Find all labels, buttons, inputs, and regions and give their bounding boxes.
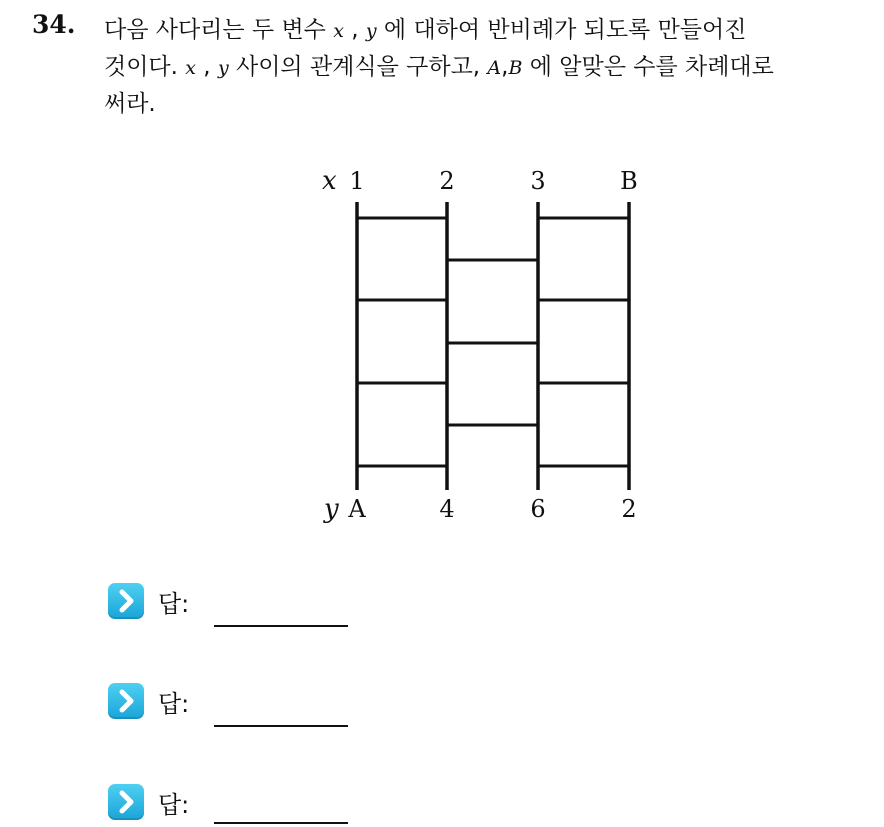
question-text-segment: , [501,54,509,80]
ladder-rails [357,202,629,490]
ladder-rungs [357,218,629,466]
answer-label: 답: [158,690,190,718]
chevron-right-icon [108,683,144,719]
question-text-segment: 에 대하여 반비례가 되도록 만들어진 [376,17,747,43]
question-text-segment: , [343,17,366,43]
question-text-segment: , [196,54,218,80]
top-label: 3 [530,167,546,195]
top-variable-label: x [322,166,337,196]
answer-blank[interactable] [214,725,348,727]
question-text-segment: 다음 사다리는 두 변수 [104,17,334,43]
bottom-label: 2 [621,495,637,523]
bottom-label: 4 [439,495,455,523]
variable-y: y [365,20,377,42]
question-number: 34. [32,10,76,39]
question-text-segment: 사이의 관계식을 구하고, [228,54,488,80]
question-text-segment: 에 알맞은 수를 차례대로 [522,54,774,80]
bottom-label: 6 [530,495,546,523]
chevron-right-icon [108,784,144,820]
question-line-3: 써라. [104,91,156,117]
variable-x: x [185,57,196,79]
top-label: 2 [439,167,455,195]
variable-a: A [487,57,502,79]
variable-y: y [217,57,229,79]
bottom-variable-label: y [324,494,339,524]
variable-b: B [508,57,523,79]
top-label: 1 [349,167,365,195]
top-label: B [620,167,638,195]
answer-label: 답: [158,791,190,819]
answer-blank[interactable] [214,625,348,627]
chevron-right-icon [108,583,144,619]
answer-blank[interactable] [214,822,348,824]
bottom-label: A [348,495,366,523]
answer-label: 답: [158,590,190,618]
variable-x: x [333,20,344,42]
question-text-segment: 것이다. [104,54,186,80]
